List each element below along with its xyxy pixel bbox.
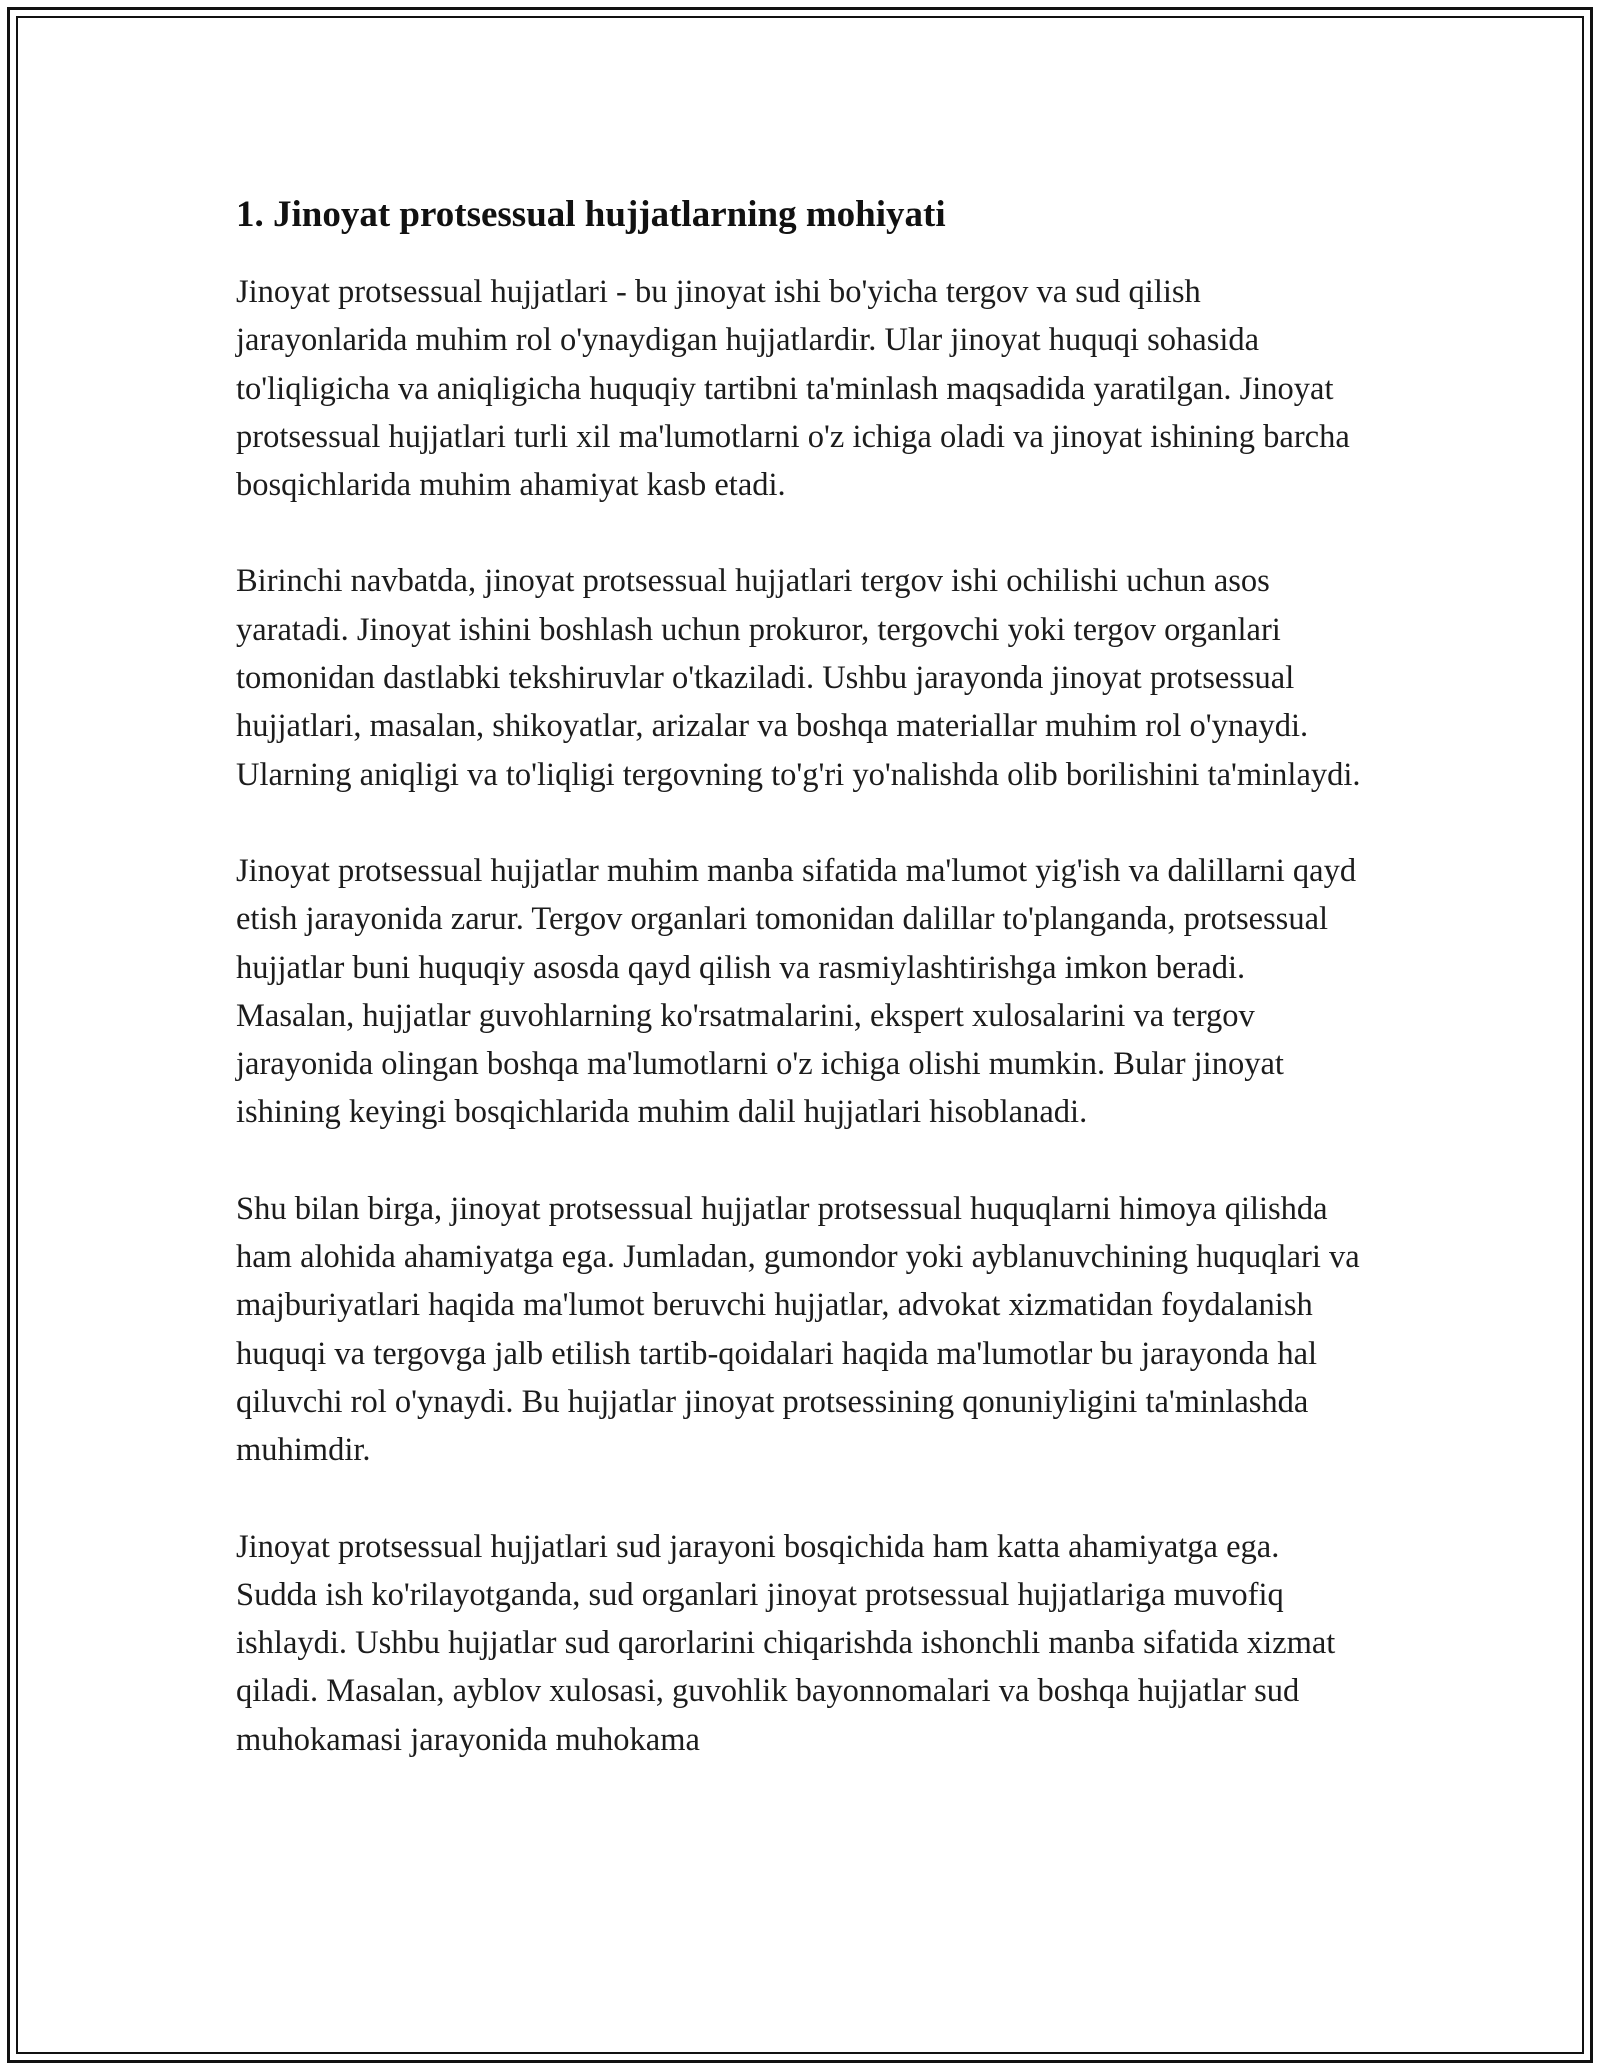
paragraph-2: Birinchi navbatda, jinoyat protsessual hujjatlari tergov ishi ochilishi uchun asos yaratadi. Jinoyat ishini boshlash uchun prokuror, tergovchi yoki tergov organlari tomonidan dastlabki tekshiruvlar o'tkaziladi. Ushbu jarayonda jinoyat protsessual hujjatlari, masalan, shikoyatlar, arizalar va boshqa materiallar muhim rol o'ynaydi. Ularning aniqligi va to'liqligi tergovning to'g'ri yo'nalishda olib borilishini ta'minlaydi. [236, 563, 1361, 793]
paragraph-4: Shu bilan birga, jinoyat protsessual hujjatlar protsessual huquqlarni himoya qilishda ham alohida ahamiyatga ega. Jumladan, gumondor yoki ayblanuvchining huquqlari va majburiyatlari haqida ma'lumot beruvchi hujjatlar, advokat xizmatidan foydalanish huquqi va tergovga jalb etilish tartib-qoidalari haqida ma'lumotlar bu jarayonda hal qiluvchi rol o'ynaydi. Bu hujjatlar jinoyat protsessining qonuniyligini ta'minlashda muhimdir. [236, 1190, 1360, 1469]
paragraph-3: Jinoyat protsessual hujjatlar muhim manba sifatida ma'lumot yig'ish va dalillarni qayd etish jarayonida zarur. Tergov organlari tomonidan dalillar to'planganda, protsessual hujjatlar buni huquqiy asosda qayd qilish va rasmiylashtirishga imkon beradi. Masalan, hujjatlar guvohlarning ko'rsatmalarini, ekspert xulosalarini va tergov jarayonida olingan boshqa ma'lumotlarni o'z ichiga olishi mumkin. Bular jinoyat ishining keyingi bosqichlarida muhim dalil hujjatlari hisoblanadi. [236, 852, 1357, 1131]
section-heading: 1. Jinoyat protsessual hujjatlarning mohiyati [236, 194, 946, 235]
paragraph-5: Jinoyat protsessual hujjatlari sud jarayoni bosqichida ham katta ahamiyatga ega. Sudda ish ko'rilayotganda, sud organlari jinoyat protsessual hujjatlariga muvofiq ishlaydi. Ushbu hujjatlar sud qarorlarini chiqarishda ishonchli manba sifatida xizmat qiladi. Masalan, ayblov xulosasi, guvohlik bayonnomalari va boshqa hujjatlar sud muhokamasi jarayonida muhokama [236, 1528, 1336, 1758]
paragraph-1: Jinoyat protsessual hujjatlari - bu jinoyat ishi bo'yicha tergov va sud qilish jarayonlarida muhim rol o'ynaydigan hujjatlardir. Ular jinoyat huquqi sohasida to'liqligicha va aniqligicha huquqiy tartibni ta'minlash maqsadida yaratilgan. Jinoyat protsessual hujjatlari turli xil ma'lumotlarni o'z ichiga oladi va jinoyat ishining barcha bosqichlarida muhim ahamiyat kasb etadi. [236, 274, 1350, 504]
document-body [236, 186, 1366, 1812]
